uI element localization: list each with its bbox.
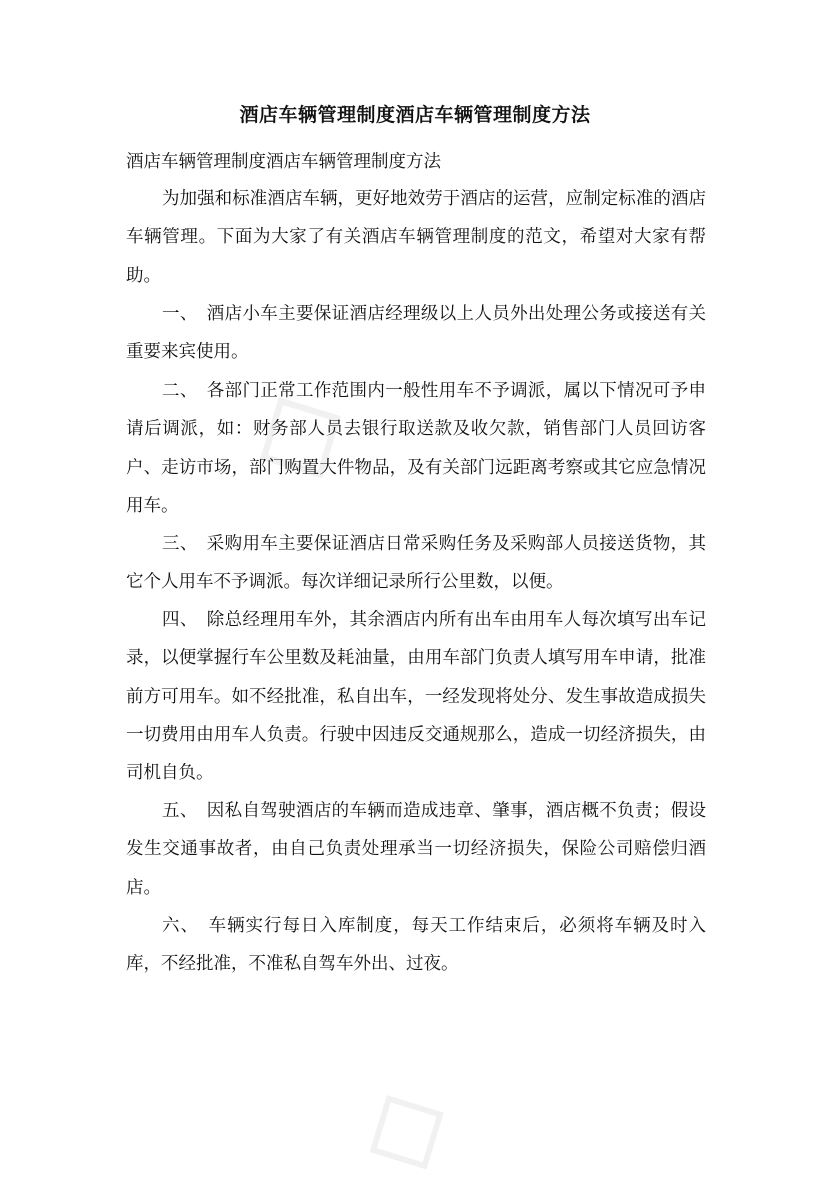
document-title: 酒店车辆管理制度酒店车辆管理制度方法	[239, 104, 591, 126]
document-subtitle: 酒店车辆管理制度酒店车辆管理制度方法	[126, 152, 441, 172]
paragraph-6: 六、 车辆实行每日入库制度，每天工作结束后，必须将车辆及时入库，不经批准，不准私自驾车外出、过夜。	[126, 916, 706, 975]
paragraph-3: 三、 采购用车主要保证酒店日常采购任务及采购部人员接送货物，其它个人用车不予调派。每次详细记录所行公里数，以便。	[126, 534, 706, 593]
paragraph-1: 一、 酒店小车主要保证酒店经理级以上人员外出处理公务或接送有关重要来宾使用。	[126, 304, 706, 363]
paragraph-5: 五、 因私自驾驶酒店的车辆而造成违章、肇事，酒店概不负责；假设发生交通事故者，由自己负责处理承当一切经济损失，保险公司赔偿归酒店。	[126, 801, 706, 898]
paragraph-intro: 为加强和标准酒店车辆，更好地效劳于酒店的运营，应制定标准的酒店车辆管理。下面为大家了有关酒店车辆管理制度的范文，希望对大家有帮助。	[126, 189, 706, 286]
paragraph-4: 四、 除总经理用车外，其余酒店内所有出车由用车人每次填写出车记录，以便掌握行车公里数及耗油量，由用车部门负责人填写用车申请，批准前方可用车。如不经批准，私自出车，一经发现将处分、发生事故造成损失一切费用由用车人负责。行驶中因违反交通规那么，造成一切经济损失，由司机自负。	[126, 610, 706, 784]
paragraph-2: 二、 各部门正常工作范围内一般性用车不予调派，属以下情况可予申请后调派，如：财务部人员去银行取送款及收欠款，销售部门人员回访客户、走访市场，部门购置大件物品，及有关部门远距离考察或其它应急情况用车。	[126, 381, 706, 516]
watermark-mark: ◇	[334, 1047, 470, 1200]
watermark-mark: ◇	[222, 346, 370, 513]
